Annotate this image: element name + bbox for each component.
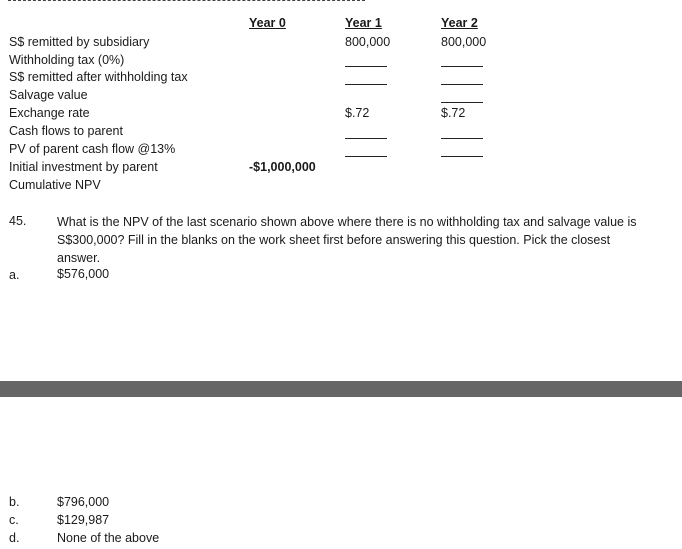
option-b-letter: b. <box>9 495 20 509</box>
top-dashed-rule <box>8 0 365 2</box>
row-label-pv: PV of parent cash flow @13% <box>9 142 176 156</box>
option-a-letter: a. <box>9 268 20 282</box>
option-a-text: $576,000 <box>57 267 110 281</box>
row-label-after-withholding: S$ remitted after withholding tax <box>9 70 188 84</box>
blank-after-withholding-year-2 <box>441 84 483 85</box>
row-label-initial-investment: Initial investment by parent <box>9 160 158 174</box>
page-break-band <box>0 381 682 397</box>
value-remitted-year-1: 800,000 <box>345 35 391 49</box>
row-label-exchange-rate: Exchange rate <box>9 106 90 120</box>
option-c-letter: c. <box>9 513 19 527</box>
row-label-remitted: S$ remitted by subsidiary <box>9 35 150 49</box>
value-initial-investment-year-0: -$1,000,000 <box>249 160 316 174</box>
blank-pv-year-1 <box>345 156 387 157</box>
row-label-withholding: Withholding tax (0%) <box>9 53 125 67</box>
option-d-text: None of the above <box>57 531 160 545</box>
row-label-cash-flows: Cash flows to parent <box>9 124 123 138</box>
blank-after-withholding-year-1 <box>345 84 387 85</box>
header-year-1: Year 1 <box>345 16 382 30</box>
blank-withholding-year-2 <box>441 66 483 67</box>
value-exchange-year-2: $.72 <box>441 106 466 120</box>
question-text: What is the NPV of the last scenario shown above where there is no withholding tax and salvage value is S$300,000? Fill in the blanks on the work sheet first before answering this question. Pick the closest answer. <box>57 215 637 265</box>
blank-cash-flows-year-2 <box>441 138 483 139</box>
question-number: 45. <box>9 214 27 228</box>
row-label-cumulative-npv: Cumulative NPV <box>9 178 101 192</box>
header-year-2: Year 2 <box>441 16 478 30</box>
value-remitted-year-2: 800,000 <box>441 35 487 49</box>
blank-pv-year-2 <box>441 156 483 157</box>
option-b-text: $796,000 <box>57 495 110 509</box>
option-c-text: $129,987 <box>57 513 110 527</box>
row-label-salvage: Salvage value <box>9 88 88 102</box>
blank-withholding-year-1 <box>345 66 387 67</box>
option-d-letter: d. <box>9 531 20 545</box>
value-exchange-year-1: $.72 <box>345 106 370 120</box>
header-year-0: Year 0 <box>249 16 286 30</box>
blank-cash-flows-year-1 <box>345 138 387 139</box>
blank-salvage-year-2 <box>441 102 483 103</box>
